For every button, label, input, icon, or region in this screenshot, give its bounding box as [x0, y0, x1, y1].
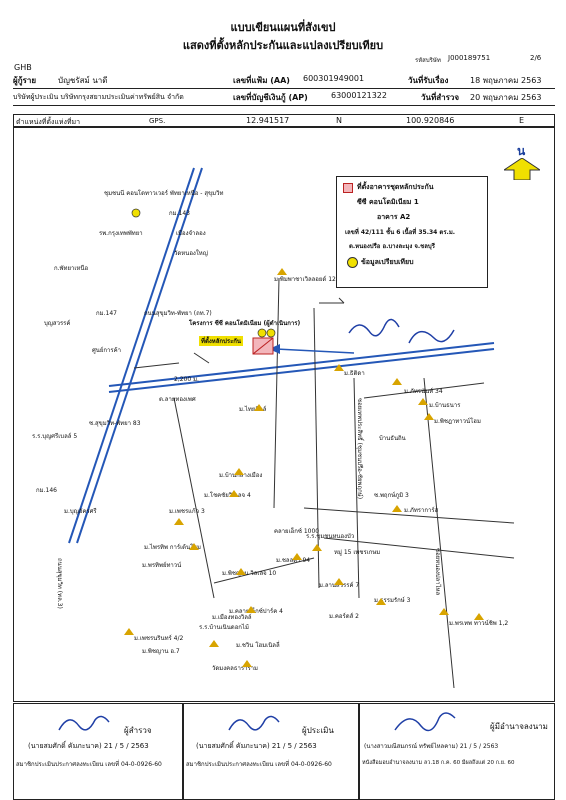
appraiser-name: (นายสมศักดิ์ คัมภะนาค) 21 / 5 / 2563 [196, 742, 317, 750]
map-label: ม.พิชฎาทาวน์โฮม [434, 418, 481, 425]
map-label: ซ.สุขุมวิท-พัทยา 83 [89, 420, 141, 427]
file-number: 600301949001 [303, 74, 365, 83]
legend-comparison: ข้อมูลเปรียบเทียบ [361, 258, 414, 266]
house-icon [277, 268, 287, 275]
map-label: กม.147 [96, 310, 117, 317]
map-label: ม.ไทยฮิลล์ [239, 406, 267, 413]
map-label: ม.พรทิพย์ทาวน์ [142, 562, 182, 569]
comparison-swatch [347, 257, 358, 268]
map-label: ม.คอร์ดส์ 2 [329, 613, 359, 620]
map-label: กม.146 [36, 487, 57, 494]
map-label: ม.บ้านธนาร [429, 402, 461, 409]
map-label: ร.ร.บุญศรีเบลล์ 5 [32, 433, 78, 440]
map-label: ม.บุญอัครศรี [64, 508, 97, 515]
appraiser-license: สมาชิกประเมินประกาศลงทะเบียน เลขที่ 04-0-0926-60 [186, 761, 332, 768]
legend-project: ซีซี คอนโดมิเนียม 1 [357, 198, 419, 206]
received-label: วันที่รับเรื่อง [408, 76, 449, 85]
legend-box [336, 176, 488, 288]
latitude: 12.941517 [246, 116, 290, 125]
house-icon [229, 490, 239, 497]
map-label: โครงการ ซีซี คอนโดมิเนียม (ผู้ดำเนินการ) [189, 320, 301, 327]
map-label: ชุมชนนี คอนโดทาวเวอร์ พัทยาเหนือ - สุขุมวิท [104, 190, 224, 197]
received-date: 18 พฤษภาคม 2563 [470, 76, 542, 85]
house-icon [209, 640, 219, 647]
map-label: ร.ร.ชุมชนหนองบัว [306, 533, 355, 540]
map-label: ซ.พฤกษ์ภูมิ 3 [374, 492, 409, 499]
appraiser-company: บริษัทผู้ประเมิน บริษัทกรุงสยามประเมินค่าทรัพย์สิน จำกัด [13, 93, 184, 101]
map-label: วัดหนองใหญ่ [174, 250, 208, 257]
map-label: ม.พิชญาน อ.7 [142, 648, 180, 655]
gps-row [13, 114, 555, 127]
north-label: น [517, 144, 526, 158]
legend-building: อาคาร A2 [377, 213, 411, 221]
map-label: ม.ภัทรนันท์ 34 [404, 388, 443, 395]
page-number: 2/6 [530, 54, 542, 62]
map-label: ม.เพชรนรินทร์ 4/2 [134, 635, 184, 642]
info-row-2 [13, 89, 555, 105]
house-icon [334, 578, 344, 585]
road-label: ซอยเทพประสิทธิ์ (ชุมชนปรือ-ชัยพฤกษ์) [356, 398, 363, 500]
house-icon [254, 404, 264, 411]
longitude: 100.920846 [406, 116, 455, 125]
road-label: ซอยหนองปลาไหล [434, 548, 441, 596]
house-icon [418, 398, 428, 405]
road-label: ถนนสุขุมวิท (ทล.3) [56, 558, 63, 609]
map-label: ศูนย์การค้า [92, 347, 122, 354]
map-label: ม.ชวิน โฮมเนิลลี่ [236, 642, 280, 649]
house-icon [242, 660, 252, 667]
legend-collateral-title: ที่ตั้งอาคารชุดหลักประกัน [357, 183, 434, 191]
map-label: ม.พรเทพ ทาวน์ชิพ 1,2 [449, 620, 509, 627]
map-label: วัดมงคลธาราราม [212, 665, 259, 672]
bank-name: GHB [14, 63, 32, 72]
appraiser-signature [224, 710, 284, 738]
survey-label: วันที่สำรวจ [421, 93, 460, 102]
map-label: ม.เมืองทองวิลล์ [212, 614, 252, 621]
authorized-license: หนังสือมอบอำนาจลงนาม ลว.18 ก.ค. 60 มีผลถึงแต่ 20 ก.ย. 60 [362, 760, 515, 766]
map-label: ร.ร.บ้านเนินดอกไม้ [199, 624, 249, 631]
surveyor-signature [54, 710, 114, 738]
gps-label: GPS. [149, 117, 166, 125]
file-label: เลขที่แฟ้ม (AA) [233, 76, 290, 85]
map-label: รพ.กรุงเทพพัทยา [99, 230, 143, 237]
map-label: ม.ลานสวรรค์ 7 [319, 582, 360, 589]
map-label: ม.ไพรทิพ การ์เด้นโฮม [144, 544, 201, 551]
company-code: J000189751 [448, 54, 491, 62]
authorized-name: (นางสาวมณีสมภรณ์ ทรัพย์ไหลคาม) 21 / 5 / 2563 [364, 743, 499, 750]
info-row-1 [13, 72, 555, 88]
map-label: ม.โชคชัยวิลเลจ 4 [204, 492, 251, 499]
map-label: ม.เพชรแก้ว 3 [169, 508, 205, 515]
company-code-label: รหัสบริษัท [415, 57, 441, 64]
house-icon [236, 568, 246, 575]
surveyor-title: ผู้สำรวจ [124, 726, 152, 735]
authorized-title: ผู้มีอำนาจลงนาม [490, 722, 548, 731]
map-label: ม.พิมพาชาเวิลลอยด์ 12 [274, 276, 336, 283]
account-label: เลขที่บัญชีเงินกู้ (AP) [233, 93, 308, 102]
authorized-block [359, 703, 555, 800]
map-label: คลายเอ็กซ์ 1000 [274, 528, 320, 535]
house-icon [292, 553, 302, 560]
house-icon [424, 413, 434, 420]
collateral-label: ที่ตั้งหลักประกัน [201, 338, 242, 345]
map-area [13, 127, 555, 702]
collateral-swatch [343, 183, 353, 193]
map-label: ม.บ้านกลางเมือง [219, 472, 263, 479]
map-label: บุญสวรรค์ [44, 320, 71, 327]
borrower-label: ผู้กู้ราย [13, 76, 37, 85]
divider [13, 105, 555, 106]
house-icon [392, 378, 402, 385]
survey-date: 20 พฤษภาคม 2563 [470, 93, 542, 102]
map-label: ม.ชลลดา 94 [276, 557, 311, 564]
position-label: ตำแหน่งที่ตั้งแห่งที่มา [16, 118, 81, 126]
house-icon [439, 608, 449, 615]
map-label: ต.ลายทองเพศ [159, 396, 196, 403]
longitude-direction: E [519, 116, 525, 125]
house-icon [124, 628, 134, 635]
house-icon [234, 468, 244, 475]
map-label: บ้านธันถิน [379, 435, 406, 442]
map-label: เมืองจำลอง [176, 230, 206, 237]
surveyor-name: (นายสมศักดิ์ คัมภะนาค) 21 / 5 / 2563 [28, 742, 149, 750]
map-label: 2,200 ม. [174, 376, 199, 383]
surveyor-block [13, 703, 183, 800]
house-icon [174, 518, 184, 525]
map-label: กม.143 [169, 210, 190, 217]
title-line-1: แบบเขียนแผนที่สังเขป [230, 21, 336, 34]
map-label: ม.ธิติดา [344, 370, 365, 377]
house-icon [376, 598, 386, 605]
map-label: ม.คลายเอ็กซ์ปาร์ค 4 [229, 608, 283, 615]
latitude-direction: N [336, 116, 342, 125]
appraiser-title: ผู้ประเมิน [302, 726, 334, 735]
map-label: ก.พัทยาเหนือ [54, 265, 89, 272]
borrower-name: บัญชรัสม์ นาดี [58, 76, 108, 85]
house-icon [334, 364, 344, 371]
map-label: หมู่ 15 เพชรเกษม [334, 549, 381, 556]
legend-unit: เลขที่ 42/111 ชั้น 6 เนื้อที่ 35.34 ตร.ม. [345, 229, 456, 236]
legend-location: ต.หนองปรือ อ.บางละมุง จ.ชลบุรี [349, 243, 435, 250]
north-arrow-icon [504, 158, 540, 180]
house-icon [392, 505, 402, 512]
house-icon [246, 606, 256, 613]
authorized-signature [390, 708, 460, 738]
account-number: 63000121322 [331, 91, 387, 100]
map-label: ม.ภัทราการ์ส [404, 507, 439, 514]
map-label: ถนนสุขุมวิท-พัทยา (ถท.7) [144, 310, 212, 317]
map-label: ม.ธรรมรักษ์ 3 [374, 597, 411, 604]
appraiser-block [183, 703, 359, 800]
title-line-2: แสดงที่ตั้งหลักประกันและแปลงเปรียบเทียบ [182, 39, 384, 52]
house-icon [312, 544, 322, 551]
map-label: ม.พิชญาน วิลเลจ 10 [222, 570, 277, 577]
house-icon [189, 543, 199, 550]
house-icon [474, 613, 484, 620]
surveyor-license: สมาชิกประเมินประกาศลงทะเบียน เลขที่ 04-0-0926-60 [16, 761, 162, 768]
